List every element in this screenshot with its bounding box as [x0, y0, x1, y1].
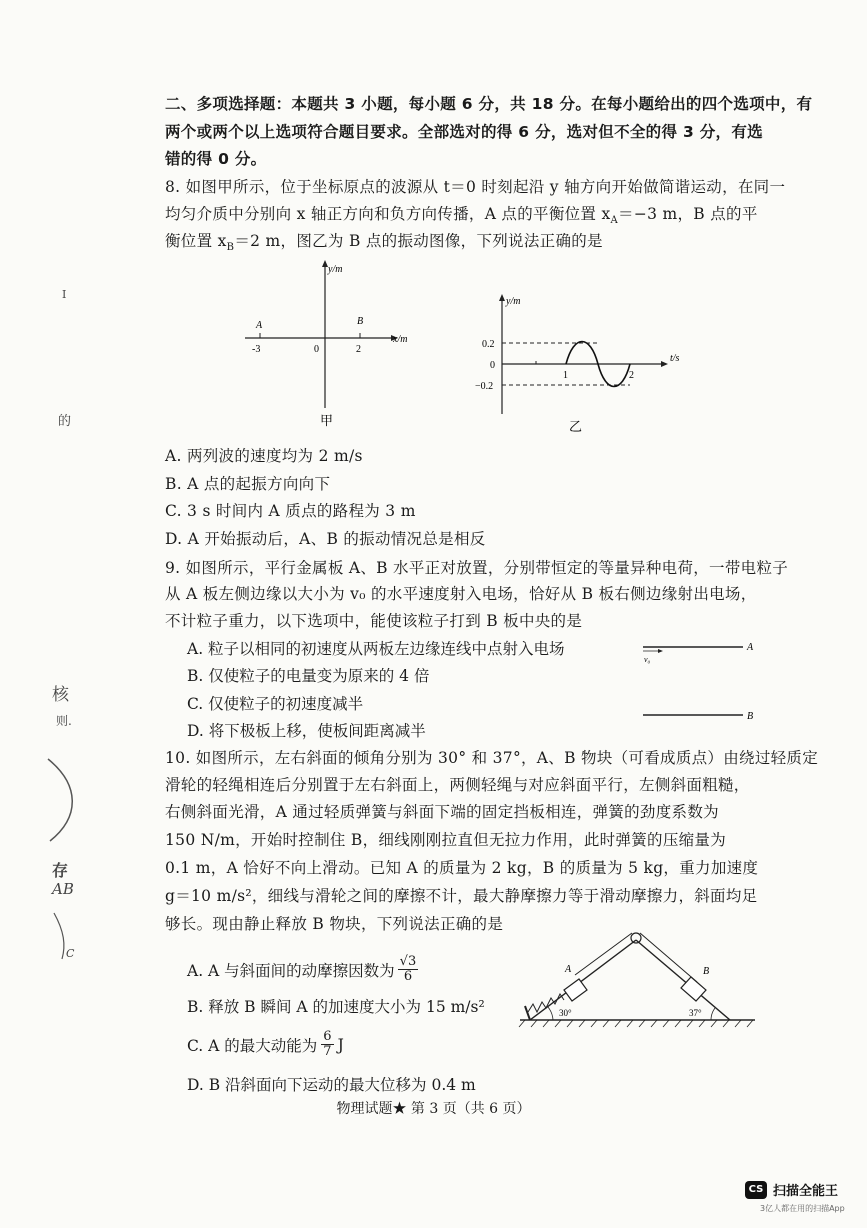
block-B-label: B [703, 966, 710, 977]
q8-option-d: D. A 开始振动后，A、B 的振动情况总是相反 [165, 530, 486, 548]
v0-label: v₀ [644, 655, 651, 664]
scanner-watermark [745, 1180, 838, 1199]
q8-stem-line3: 衡位置 $x_B=2$ m，图乙为 B 点的振动图像，下列说法正确的是 [165, 232, 603, 254]
q8-option-b: B. A 点的起振方向向下 [165, 475, 331, 493]
q8-option-c: C. 3 s 时间内 A 质点的路程为 3 m [165, 502, 416, 520]
rope-left [575, 933, 632, 975]
margin-mark-1: I [62, 288, 67, 301]
q9-plates-figure [635, 635, 765, 730]
angle-30-label: 30° [559, 1008, 572, 1018]
plate-A-label: A [747, 642, 754, 653]
block-A [564, 979, 587, 1001]
ground-hatching [519, 1020, 753, 1027]
fig1-caption: 甲 [320, 413, 334, 428]
margin-mark-3: 核 [52, 685, 69, 705]
section-heading-line2: 两个或两个以上选项符合题目要求。全部选对的得 6 分，选对但不全的得 3 分，有选 [165, 123, 763, 141]
velocity-arrow-icon [658, 649, 663, 653]
q9-option-a: A. 粒子以相同的初速度从两板左边缘连线中点射入电场 [187, 640, 565, 658]
fig1-tick-neg3: -3 [252, 344, 261, 355]
margin-mark-4: 则. [56, 714, 72, 728]
q9-stem-line2: 从 A 板左侧边缘以大小为 v₀ 的水平速度射入电场，恰好从 B 板右侧边缘射出电场， [165, 585, 757, 603]
section-heading-line1: 二、多项选择题：本题共 3 小题，每小题 6 分，共 18 分。在每小题给出的四个选项中，有 [165, 95, 813, 113]
cs-logo-icon: CS [745, 1181, 767, 1199]
q9-option-d: D. 将下极板上移，使板间距离减半 [187, 722, 426, 740]
fraction-denominator: 6 [403, 969, 413, 984]
fig1-y-label: y/m [328, 264, 343, 275]
plate-B-label: B [747, 711, 754, 722]
q10-stem-line3: 右侧斜面光滑，A 通过轻质弹簧与斜面下端的固定挡板相连，弹簧的劲度系数为 [165, 803, 719, 821]
fig2-tick-1: 1 [563, 370, 568, 381]
margin-arc [40, 755, 80, 845]
q10-option-d: D. B 沿斜面向下运动的最大位移为 0.4 m [187, 1076, 476, 1094]
section-heading-line3: 错的得 0 分。 [165, 150, 267, 168]
pulley-icon [631, 933, 641, 943]
q8-option-a: A. 两列波的速度均为 2 m/s [165, 447, 363, 465]
q10-option-c: C. A 的最大动能为 $\frac{6}{7}$ J [187, 1029, 344, 1059]
q10-stem-line6: g＝10 m/s²，细线与滑轮之间的摩擦不计，最大静摩擦力等于滑动摩擦力，斜面均足 [165, 887, 758, 905]
q9-stem-line1: 9. 如图所示，平行金属板 A、B 水平正对放置，分别带恒定的等量异种电荷，一带电粒子 [165, 559, 789, 577]
q9-option-c: C. 仅使粒子的初速度减半 [187, 695, 364, 713]
rope-right [640, 933, 697, 982]
fig1-point-B: B [357, 316, 364, 327]
right-incline [636, 940, 730, 1020]
scanner-app-name: 扫描全能王 [773, 1184, 839, 1199]
fig2-t-label: t/s [670, 353, 680, 364]
block-A-label: A [565, 964, 572, 975]
q8-figure-yi [470, 292, 690, 437]
fig2-tick-neg02: −0.2 [475, 381, 494, 392]
q10-stem-line2: 滑轮的轻绳相连后分别置于左右斜面上，两侧轻绳与对应斜面平行，左侧斜面粗糙， [165, 776, 750, 794]
fig1-x-label: x/m [393, 334, 408, 345]
fig2-caption: 乙 [569, 419, 583, 434]
angle-37-label: 37° [689, 1008, 702, 1018]
margin-arc-2 [50, 905, 80, 965]
q10-option-b: B. 释放 B 瞬间 A 的加速度大小为 15 m/s² [187, 998, 485, 1016]
q10-stem-line1: 10. 如图所示，左右斜面的倾角分别为 30° 和 37°，A、B 物块（可看成质点）由绕过轻质定 [165, 749, 819, 767]
page-footer: 物理试题★ 第 3 页（共 6 页） [336, 1101, 531, 1117]
stopper [525, 1006, 530, 1020]
q10-stem-line5: 0.1 m，A 恰好不向上滑动。已知 A 的质量为 2 kg，B 的质量为 5 kg，重力加速度 [165, 859, 759, 877]
fraction-denominator: 7 [323, 1044, 332, 1059]
margin-mark-5: 存 [52, 861, 69, 880]
fig2-tick-02: 0.2 [482, 339, 495, 350]
fig2-y-label: y/m [506, 296, 521, 307]
q9-stem-line3: 不计粒子重力，以下选项中，能使该粒子打到 B 板中央的是 [165, 612, 583, 630]
fig2-tick-2: 2 [629, 370, 634, 381]
q10-stem-line4: 150 N/m，开始时控制住 B，细线刚刚拉直但无拉力作用，此时弹簧的压缩量为 [165, 831, 727, 849]
margin-mark-2: 的 [58, 414, 72, 429]
q10-stem-line7: 够长。现由静止释放 B 物块，下列说法正确的是 [165, 915, 504, 933]
fig1-point-A: A [256, 320, 263, 331]
q10-incline-figure [515, 928, 760, 1028]
q8-stem-line1: 8. 如图甲所示，位于坐标原点的波源从 t＝0 时刻起沿 y 轴方向开始做简谐运动，在同一 [165, 178, 786, 196]
fig1-tick-2: 2 [356, 344, 361, 355]
q8-figure-jia [240, 258, 420, 428]
margin-mark-6: AB [52, 880, 74, 898]
q9-option-b: B. 仅使粒子的电量变为原来的 4 倍 [187, 667, 430, 685]
q10-option-a: A. A 与斜面间的动摩擦因数为 $\frac{√3}{6}$ [187, 954, 417, 984]
fraction-numerator: √3 [399, 954, 417, 969]
fig1-tick-0: 0 [314, 344, 319, 355]
scanner-tagline: 3亿人都在用的扫描App [760, 1204, 845, 1213]
fraction-numerator: 6 [323, 1029, 332, 1044]
q8-stem-line2: 均匀介质中分别向 x 轴正方向和负方向传播，A 点的平衡位置 $x_A=-3$ m，B 点的平 [165, 205, 758, 227]
fig2-tick-0: 0 [490, 360, 495, 371]
margin-mark-7: C [66, 947, 75, 960]
